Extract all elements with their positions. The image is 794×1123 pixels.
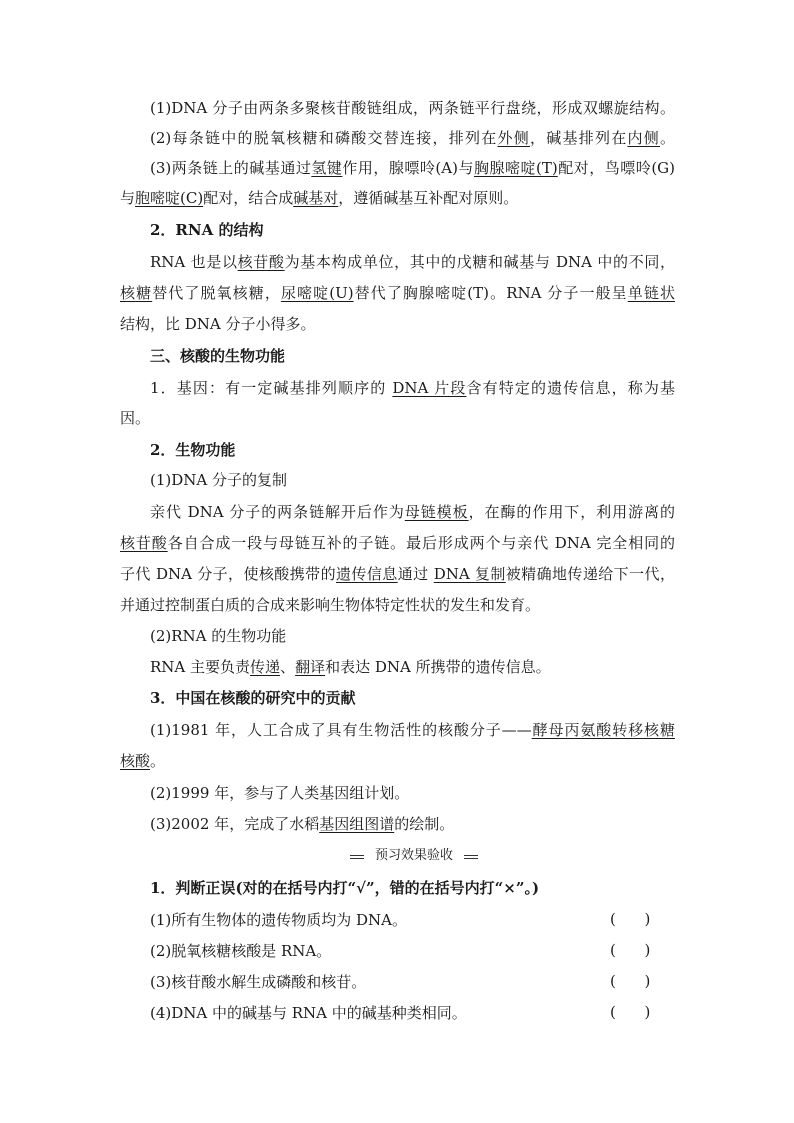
- banner-label: 预习效果验收: [364, 845, 464, 867]
- question-item: (2)脱氧核糖核酸是 RNA。: [150, 942, 332, 960]
- blank-answer: DNA 复制: [433, 565, 506, 583]
- blank-answer: 核苷酸: [237, 253, 285, 271]
- blank-answer: 母链模板: [404, 503, 469, 521]
- blank-answer: 翻译: [295, 658, 326, 676]
- question-title: 1．判断正误(对的在括号内打“√”，错的在括号内打“×”。): [150, 879, 540, 897]
- blank-answer: 传递: [250, 658, 281, 676]
- china-contribution-1981: (1)1981 年，人工合成了具有生物活性的核酸分子——酵母丙氨酸转移核糖: [150, 721, 675, 739]
- question-item: (4)DNA 中的碱基与 RNA 中的碱基种类相同。: [150, 1004, 467, 1022]
- heading-dna-replication: (1)DNA 分子的复制: [150, 471, 288, 489]
- heading-rna-function: (2)RNA 的生物功能: [150, 627, 287, 645]
- rna-structure-text: RNA 也是以核苷酸为基本构成单位，其中的戊糖和碱基与 DNA 中的不同，: [150, 253, 675, 271]
- blank-answer: DNA 片段: [392, 379, 467, 397]
- rna-function-text: RNA 主要负责传递、翻译和表达 DNA 所携带的遗传信息。: [150, 658, 551, 676]
- answer-bracket[interactable]: ( ): [610, 972, 651, 990]
- rna-structure-text-end: 结构，比 DNA 分子小得多。: [120, 315, 316, 333]
- dna-structure-point-1: (1)DNA 分子由两条多聚核苷酸链组成，两条链平行盘绕，形成双螺旋结构。: [150, 99, 675, 117]
- blank-answer: 内侧: [627, 129, 660, 147]
- heading-china-contribution: 3．中国在核酸的研究中的贡献: [150, 689, 356, 707]
- rna-structure-text-cont: 核糖替代了脱氧核糖，尿嘧啶(U)替代了胸腺嘧啶(T)。RNA 分子一般呈单链状: [120, 284, 675, 302]
- blank-answer: 胸腺嘧啶(T): [474, 159, 558, 177]
- dna-replication-text-2: 核苷酸各自合成一段与母链互补的子链。最后形成两个与亲代 DNA 完全相同的: [120, 534, 675, 552]
- dna-structure-point-2: (2)每条链中的脱氧核糖和磷酸交替连接，排列在外侧，碱基排列在内侧。: [150, 129, 675, 147]
- blank-answer: 遗传信息: [336, 565, 398, 583]
- heading-nucleic-acid-function: 三、核酸的生物功能: [150, 347, 286, 365]
- answer-bracket[interactable]: ( ): [610, 910, 651, 928]
- section-banner: [350, 845, 478, 867]
- blank-answer: 胞嘧啶(C): [135, 189, 204, 207]
- blank-answer: 核酸: [120, 752, 151, 770]
- blank-answer: 氢键: [311, 159, 343, 177]
- dna-replication-text: 亲代 DNA 分子的两条链解开后作为母链模板，在酶的作用下，利用游离的: [150, 503, 675, 521]
- answer-bracket[interactable]: ( ): [610, 941, 651, 959]
- blank-answer: 尿嘧啶(U): [280, 284, 354, 302]
- answer-bracket[interactable]: ( ): [610, 1003, 651, 1021]
- blank-answer: 酵母丙氨酸转移核糖: [531, 721, 675, 739]
- question-item: (3)核苷酸水解生成磷酸和核苷。: [150, 973, 367, 991]
- dna-replication-text-3: 子代 DNA 分子，使核酸携带的遗传信息通过 DNA 复制被精确地传递给下一代，: [120, 565, 675, 583]
- blank-answer: 碱基对: [293, 189, 339, 207]
- china-contribution-2002: (3)2002 年，完成了水稻基因组图谱的绘制。: [150, 815, 455, 833]
- blank-answer: 外侧: [497, 129, 530, 147]
- dna-replication-text-4: 并通过控制蛋白质的合成来影响生物体特定性状的发生和发育。: [120, 596, 541, 614]
- heading-biological-function: 2．生物功能: [150, 441, 236, 459]
- blank-answer: 基因组图谱: [319, 815, 395, 833]
- blank-answer: 单链状: [627, 284, 675, 302]
- china-contribution-1999: (2)1999 年，参与了人类基因组计划。: [150, 784, 410, 802]
- gene-definition-cont: 因。: [120, 409, 151, 427]
- china-contribution-1981-cont: 核酸。: [120, 752, 166, 770]
- gene-definition: 1．基因：有一定碱基排列顺序的 DNA 片段含有特定的遗传信息，称为基: [150, 379, 675, 397]
- question-item: (1)所有生物体的遗传物质均为 DNA。: [150, 911, 408, 929]
- blank-answer: 核苷酸: [120, 534, 168, 552]
- heading-rna-structure: 2．RNA 的结构: [150, 221, 264, 239]
- dna-structure-point-3: (3)两条链上的碱基通过氢键作用，腺嘌呤(A)与胸腺嘧啶(T)配对，鸟嘌呤(G): [150, 159, 676, 177]
- dna-structure-point-3-cont: 与胞嘧啶(C)配对，结合成碱基对，遵循碱基互补配对原则。: [120, 189, 519, 207]
- blank-answer: 核糖: [120, 284, 153, 302]
